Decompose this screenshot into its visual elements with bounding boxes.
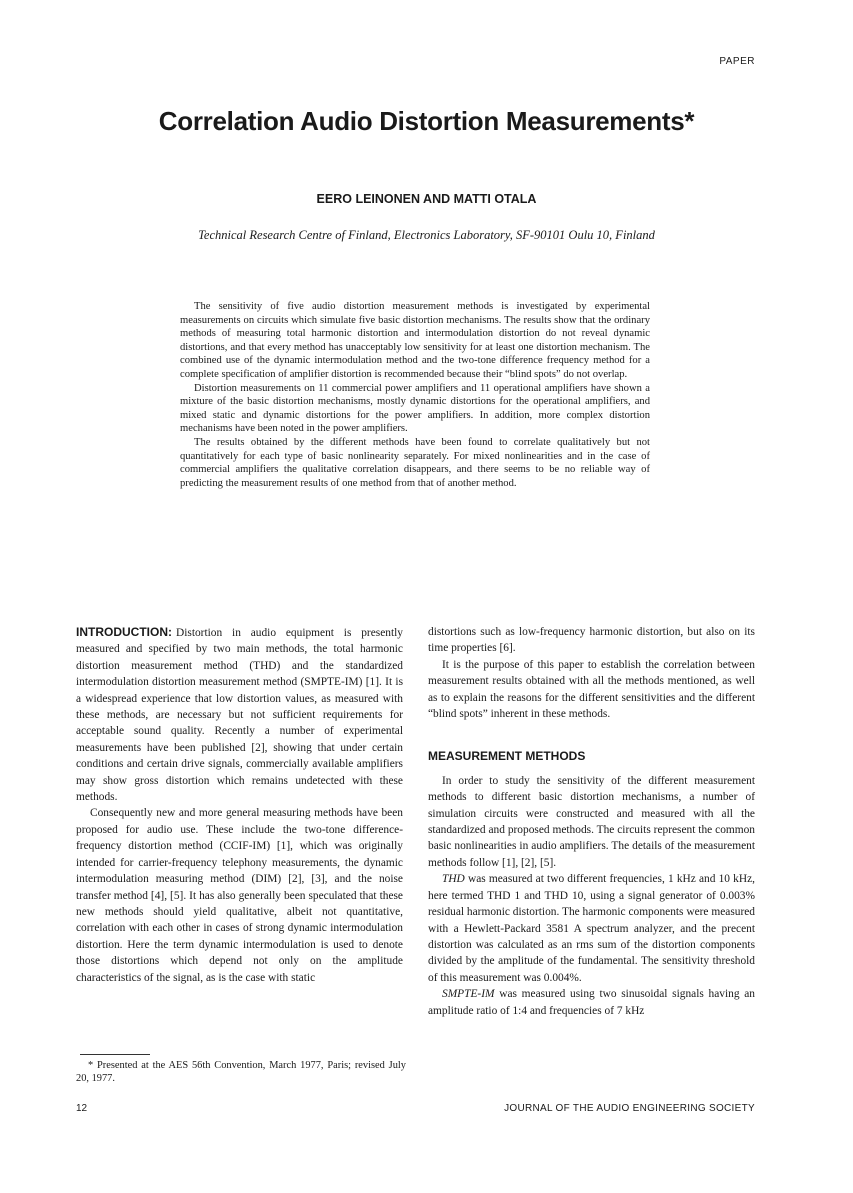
paper-title: Correlation Audio Distortion Measurements* (158, 106, 695, 136)
body-paragraph: Consequently new and more general measuring methods have been proposed for audio use. These include the two-tone difference-frequency distortion method (CCIF-IM) [1], which was originally intended for carrier-frequency telephony measurements, the dynamic intermodulation measuring method (DIM) [2], [3], and the noise transfer method [4], [5]. It has also generally been speculated that these new methods should yield qualitative, albeit not quantitative, correlation with each other in cases of strong dynamic intermodulation distortion. Here the term dynamic intermodulation is used to denote those distortions which depend not only on the amplitude characteristics of the signal, as is the case with static (76, 807, 403, 984)
footnote-divider (80, 1054, 150, 1055)
smpte-text: was measured using two sinusoidal signals having an amplitude ratio of 1:4 and frequencies of 7 kHz (428, 988, 755, 1017)
intro-text: Distortion in audio equipment is presently measured and specified by two main methods, the total harmonic distortion measurement method (THD) and the standardized intermodulation distortion measurement method (SMPTE-IM) [1]. It is a widespread experience that low distortion values, as measured with these methods, are necessary but not sufficient requirements for acceptable sound quality. Recently a number of experimental measurements have been published [2], showing that under certain conditions and certain drive signals, commercially available amplifiers may show gross distortion which remains undetected with these methods. (76, 627, 403, 804)
thd-text: was measured at two different frequencies, 1 kHz and 10 kHz, here termed THD 1 and THD 10, using a signal generator of 0.003% residual harmonic distortion. The harmonic components were measured with a Hewlett-Packard 3581 A spectrum analyzer, and the precent distortion was calculated as an rms sum of the distortion components divided by the amplitude of the fundamental. The sensitivity threshold of this measurement was 0.004%. (428, 873, 755, 984)
abstract-paragraph: Distortion measurements on 11 commercial power amplifiers and 11 operational amplifiers have shown a mixture of the basic distortion mechanisms, mostly dynamic distortions for the operational amplifiers, and mixed static and dynamic distortions for the power amplifiers. In addition, more complex distortion mechanisms have been noted in the power amplifiers. (180, 382, 650, 435)
right-column (428, 624, 755, 1019)
author-line: EERO LEINONEN AND MATTI OTALA (316, 192, 537, 206)
intro-paragraph (76, 624, 403, 805)
body-paragraph: In order to study the sensitivity of the different measurement methods to different basic distortion mechanisms, a number of simulation circuits were constructed and measured with all the standardized and proposed methods. The circuits represent the common basic nonlinearities in audio amplifiers. The details of the measurement methods follow [1], [2], [5]. (428, 774, 755, 869)
measurement-methods-heading: MEASUREMENT METHODS (428, 749, 586, 764)
smpte-paragraph (428, 986, 755, 1019)
abstract (180, 300, 650, 490)
body-paragraph: distortions such as low-frequency harmonic distortion, but also on its time properties [6]. (428, 626, 755, 655)
introduction-heading: INTRODUCTION: (76, 625, 172, 639)
smpte-term: SMPTE-IM (442, 988, 495, 1001)
footnote-text: * Presented at the AES 56th Convention, March 1977, Paris; revised July 20, 1977. (76, 1060, 406, 1084)
thd-term: THD (442, 873, 465, 886)
journal-name: JOURNAL OF THE AUDIO ENGINEERING SOCIETY (504, 1103, 755, 1114)
abstract-paragraph: The results obtained by the different methods have been found to correlate qualitatively but not quantitatively for each type of basic nonlinearity separately. For mixed nonlinearities and in the case of commercial amplifiers the qualitative correlation disappears, and there seems to be no reliable way of predicting the measurement results of one method from that of another method. (180, 436, 650, 489)
section-label: PAPER (719, 56, 755, 67)
body-paragraph: It is the purpose of this paper to establish the correlation between measurement results obtained with all the methods mentioned, as well as to explain the reasons for the different sensitivities and the different “blind spots” inherent in these methods. (428, 658, 755, 721)
thd-paragraph (428, 871, 755, 986)
page-number: 12 (76, 1103, 88, 1114)
abstract-paragraph: The sensitivity of five audio distortion measurement methods is investigated by experimental measurements on circuits which simulate five basic distortion mechanisms. The results show that the ordinary methods of measuring total harmonic distortion and intermodulation distortion do not reveal dynamic distortions, and that every method has unacceptably low sensitivity for at least one distortion mechanism. The combined use of the dynamic intermodulation method and the two-tone difference frequency method for a complete specification of amplifier distortion is recommended because their “blind spots” do not overlap. (180, 301, 650, 380)
left-column (76, 624, 403, 986)
affiliation-line: Technical Research Centre of Finland, Electronics Laboratory, SF-90101 Oulu 10, Finland (198, 228, 655, 242)
footnote (76, 1059, 406, 1085)
